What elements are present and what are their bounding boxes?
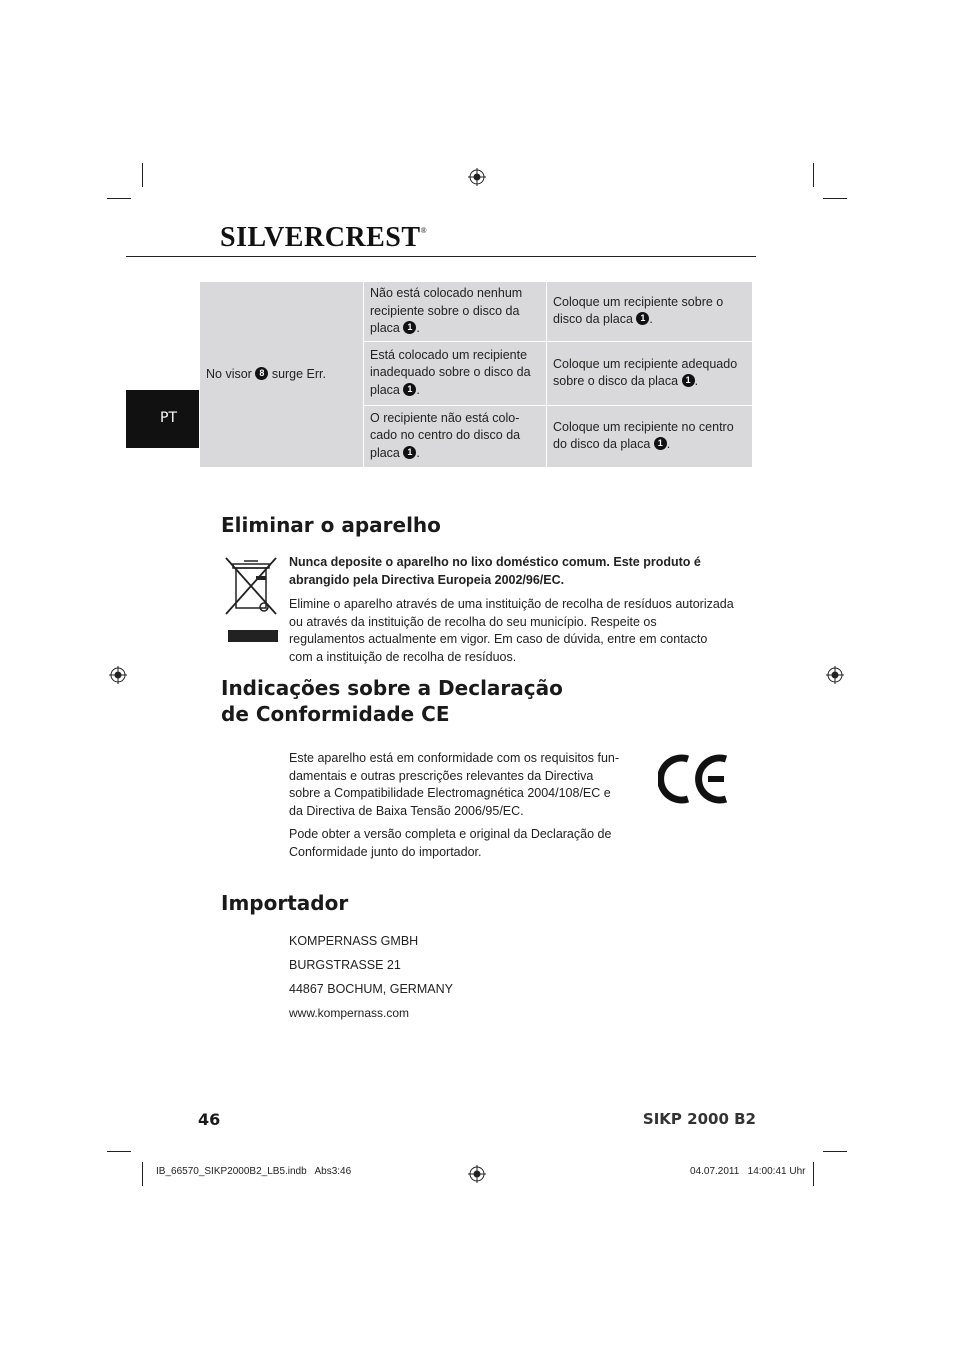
conformity-text: Este aparelho está em conformidade com os requisitos fun-damentais e outras prescrições relevantes da Directiva sobre a Compatibilidade Electromagnética 2004/108/EC e da Directiva de Baixa Tensão 2006/95/EC. (289, 751, 620, 818)
disposal-heading: Eliminar o aparelho (221, 513, 441, 537)
cause-text: O recipiente não está colo-cado no centro do disco da placa (370, 410, 521, 460)
table-row (200, 282, 753, 342)
registered-mark: ® (420, 226, 428, 235)
disposal-warning: Nunca deposite o aparelho no lixo doméstico comum. Este produto é abrangido pela Directiva Europeia 2002/96/EC. (289, 555, 701, 587)
importer-heading: Importador (221, 891, 349, 915)
crop-mark (823, 198, 847, 199)
plate-number-icon: 1 (403, 383, 416, 396)
print-slug-left: IB_66570_SIKP2000B2_LB5.indb Abs3:46 (156, 1166, 352, 1177)
solution-text: Coloque um recipiente no centro do disco da placa (553, 419, 734, 451)
page-number: 46 (198, 1110, 221, 1129)
display-number-icon: 8 (255, 367, 268, 380)
silvercrest-logo (220, 222, 427, 254)
solution-cell: Coloque um recipiente sobre o disco da placa 1 . (547, 282, 753, 342)
problem-suffix: surge Err. (271, 366, 326, 381)
troubleshooting-table (199, 281, 753, 468)
conformity-heading-line2: de Conformidade CE (221, 702, 450, 726)
importer-street: BURGSTRASSE 21 (289, 958, 401, 972)
crop-mark (107, 198, 131, 199)
conformity-text-2: Pode obter a versão completa e original da Declaração de Conformidade junto do importador. (289, 827, 612, 859)
conformity-heading-line1: Indicações sobre a Declaração (221, 676, 563, 700)
cause-cell: Não está colocado nenhum recipiente sobre o disco da placa 1 . (364, 282, 547, 342)
plate-number-icon: 1 (636, 312, 649, 325)
crop-mark (823, 1151, 847, 1152)
problem-cell (200, 282, 364, 468)
disposal-text: Elimine o aparelho através de uma instituição de recolha de resíduos autorizada ou através da instituição de recolha do seu município. Respeite os regulamentos actualmente em vigor. Em caso de dúvida, entre em contacto com a instituição de recolha de resíduos. (289, 597, 734, 664)
importer-company: KOMPERNASS GMBH (289, 934, 419, 948)
registration-mark-icon (468, 168, 486, 186)
crop-mark (813, 1162, 814, 1186)
importer-website: www.kompernass.com (289, 1006, 410, 1020)
language-tab-label: PT (160, 410, 177, 426)
plate-number-icon: 1 (654, 437, 667, 450)
plate-number-icon: 1 (403, 321, 416, 334)
solution-text: Coloque um recipiente adequado sobre o disco da placa (553, 356, 738, 388)
cause-cell: Está colocado um recipiente inadequado sobre o disco da placa 1 . (364, 341, 547, 405)
model-number: SIKP 2000 B2 (642, 1110, 756, 1128)
ce-mark-icon (658, 753, 730, 805)
crop-mark (142, 1162, 143, 1186)
registration-mark-icon (826, 666, 844, 684)
cause-text: Não está colocado nenhum recipiente sobre o disco da placa (370, 286, 523, 335)
registration-mark-icon (109, 666, 127, 684)
language-tab (126, 390, 199, 448)
crossed-out-wheelie-bin-icon (222, 554, 282, 646)
plate-number-icon: 1 (403, 446, 416, 459)
problem-text: No visor (206, 366, 252, 381)
importer-city: 44867 BOCHUM, GERMANY (289, 982, 453, 996)
plate-number-icon: 1 (682, 374, 695, 387)
crop-mark (142, 163, 143, 187)
solution-cell: Coloque um recipiente no centro do disco da placa 1 . (547, 405, 753, 467)
registration-mark-icon (468, 1165, 486, 1183)
cause-text: Está colocado um recipiente inadequado sobre o disco da placa (370, 347, 531, 397)
solution-cell: Coloque um recipiente adequado sobre o disco da placa 1 . (547, 341, 753, 405)
crop-mark (107, 1151, 131, 1152)
crop-mark (813, 163, 814, 187)
header-rule (126, 256, 756, 257)
solution-text: Coloque um recipiente sobre o disco da placa (553, 294, 724, 327)
cause-cell: O recipiente não está colo-cado no centro do disco da placa 1 . (364, 405, 547, 467)
conformity-heading (221, 675, 563, 727)
print-slug-right: 04.07.2011 14:00:41 Uhr (690, 1166, 806, 1177)
logo-text: SILVERCREST (220, 222, 421, 253)
